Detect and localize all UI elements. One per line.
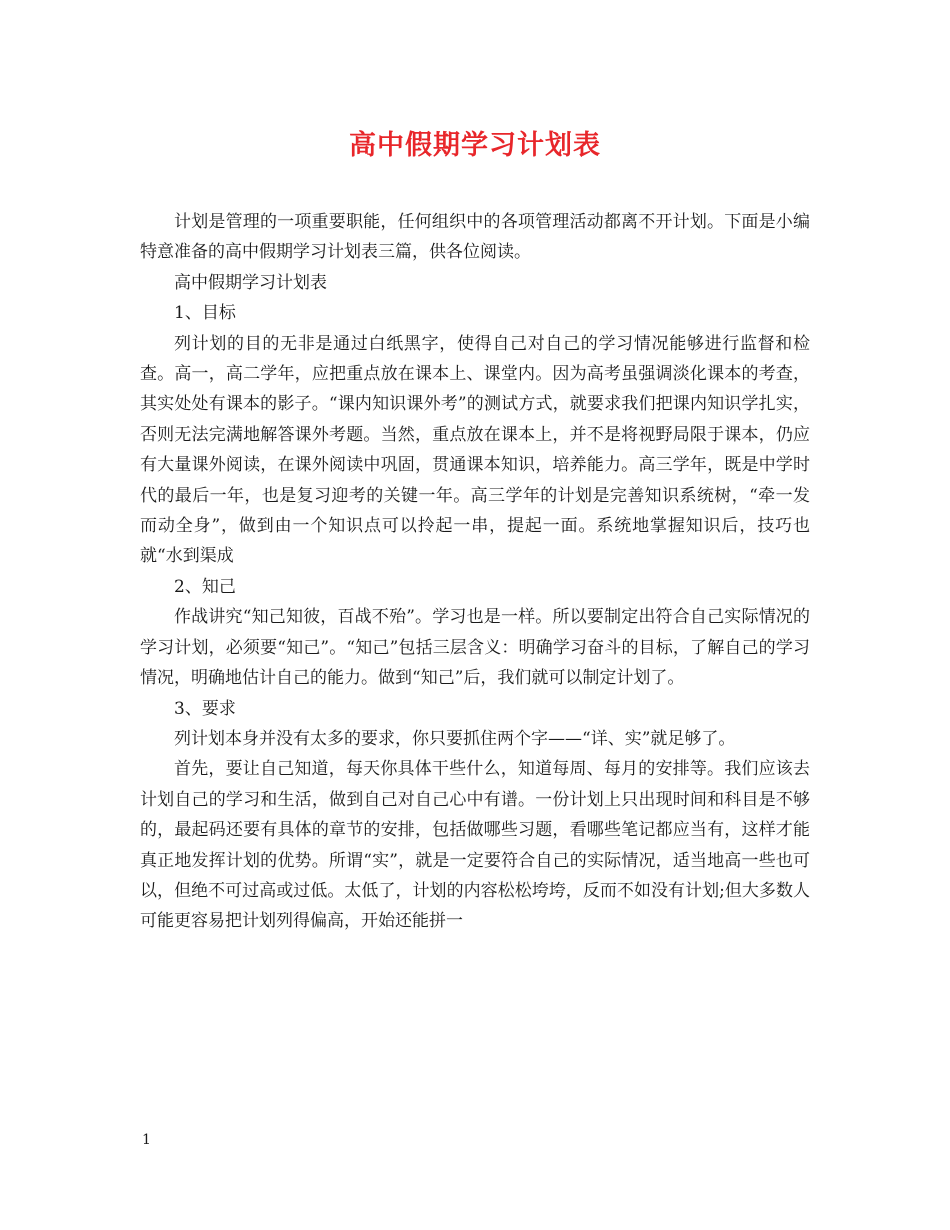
paragraph-know-yourself: 作战讲究“知己知彼，百战不殆”。学习也是一样。所以要制定出符合自己实际情况的学习计划，必须要“知己”。“知己”包括三层含义：明确学习奋斗的目标，了解自己的学习情况，明确地估计自己的能力。做到“知己”后，我们就可以制定计划了。	[140, 607, 810, 689]
paragraph-intro: 计划是管理的一项重要职能，任何组织中的各项管理活动都离不开计划。下面是小编特意准备的高中假期学习计划表三篇，供各位阅读。	[140, 212, 810, 263]
section-heading-know-yourself: 2、知己	[174, 576, 236, 597]
document-body	[140, 207, 810, 937]
document-title: 高中假期学习计划表	[349, 130, 601, 161]
paragraph-first: 首先，要让自己知道，每天你具体干些什么，知道每周、每月的安排等。我们应该去计划自己的学习和生活，做到自己对自己心中有谱。一份计划上只出现时间和科目是不够的，最起码还要有具体的章节的安排，包括做哪些习题，看哪些笔记都应当有，这样才能真正地发挥计划的优势。所谓“实”，就是一定要符合自己的实际情况，适当地高一些也可以，但绝不可过高或过低。太低了，计划的内容松松垮垮，反而不如没有计划;但大多数人可能更容易把计划列得偏高，开始还能拼一	[140, 759, 810, 932]
section-heading-requirements: 3、要求	[174, 698, 236, 719]
section-heading-goal: 1、目标	[174, 303, 236, 324]
paragraph-requirements: 列计划本身并没有太多的要求，你只要抓住两个字——“详、实”就足够了。	[174, 728, 736, 749]
paragraph-subtitle: 高中假期学习计划表	[174, 272, 327, 293]
page-number: 1	[142, 1132, 151, 1148]
paragraph-goal: 列计划的目的无非是通过白纸黑字，使得自己对自己的学习情况能够进行监督和检查。高一，高二学年，应把重点放在课本上、课堂内。因为高考虽强调淡化课本的考查，其实处处有课本的影子。“课内知识课外考”的测试方式，就要求我们把课内知识学扎实，否则无法完满地解答课外考题。当然，重点放在课本上，并不是将视野局限于课本，仍应有大量课外阅读，在课外阅读中巩固，贯通课本知识，培养能力。高三学年，既是中学时代的最后一年，也是复习迎考的关键一年。高三学年的计划是完善知识系统树，“牵一发而动全身”，做到由一个知识点可以拎起一串，提起一面。系统地掌握知识后，技巧也就“水到渠成	[140, 333, 810, 567]
